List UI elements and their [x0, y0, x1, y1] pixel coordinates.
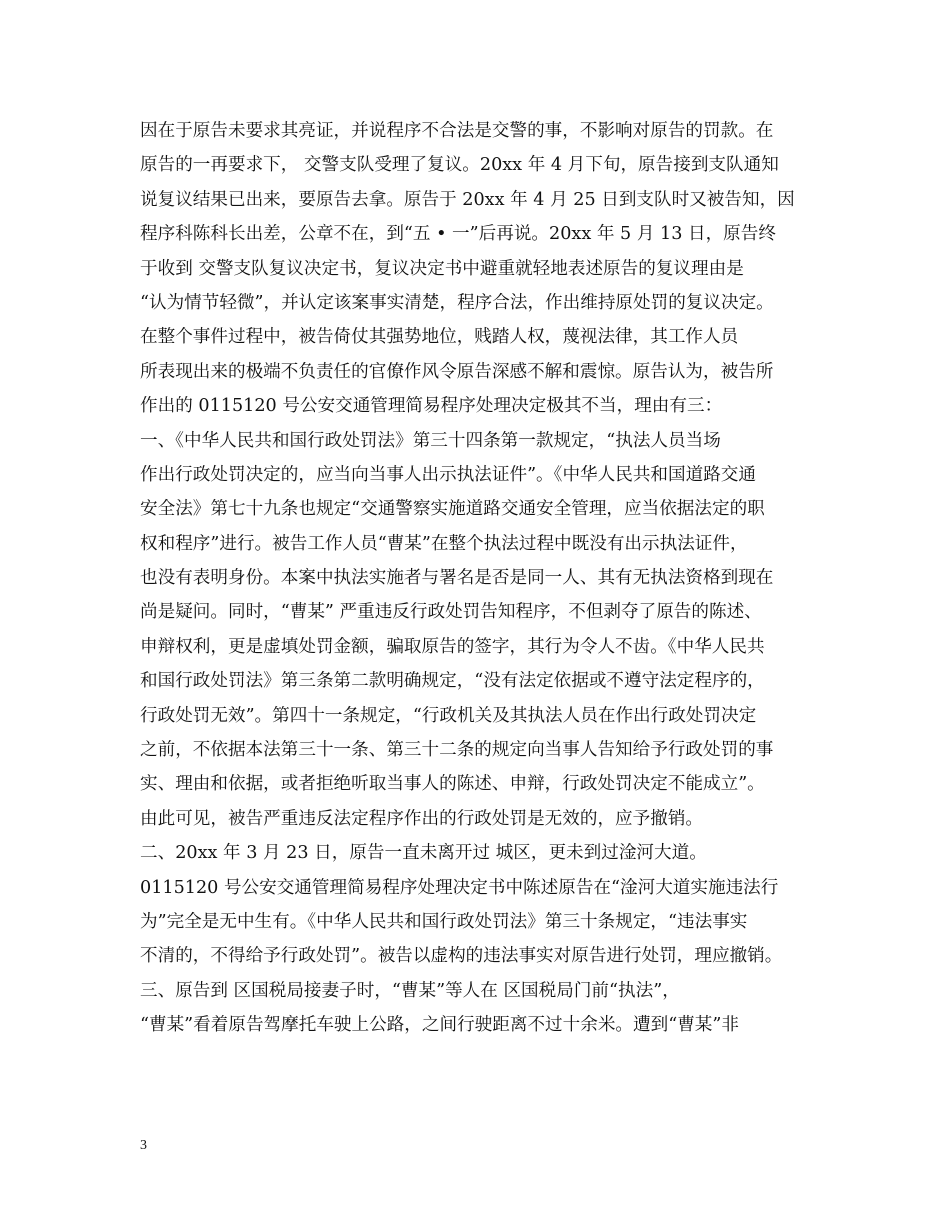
text-line: 原告的一再要求下， 交警支队受理了复议。20xx 年 4 月下旬，原告接到支队通知 — [140, 155, 779, 176]
text-line: 安全法》第七十九条也规定“交通警察实施道路交通安全管理，应当依据法定的职 — [140, 499, 765, 520]
page-number: 3 — [140, 1138, 147, 1153]
text-line: 作出行政处罚决定的，应当向当事人出示执法证件”。《中华人民共和国道路交通 — [140, 464, 756, 485]
text-line: 由此可见，被告严重违反法定程序作出的行政处罚是无效的，应予撤销。 — [140, 808, 704, 829]
text-line: “认为情节轻微”，并认定该案事实清楚，程序合法，作出维持原处罚的复议决定。 — [140, 292, 774, 313]
text-line: 不清的，不得给予行政处罚”。被告以虚构的违法事实对原告进行处罚，理应撤销。 — [140, 946, 783, 967]
text-line: “曹某”看着原告驾摩托车驶上公路，之间行驶距离不过十余米。遭到“曹某”非 — [140, 1015, 739, 1036]
text-line: 0115120 号公安交通管理简易程序处理决定书中陈述原告在“淦河大道实施违法行 — [140, 877, 779, 898]
text-line: 权和程序”进行。被告工作人员“曹某”在整个执法过程中既没有出示执法证件， — [140, 533, 748, 554]
text-line: 所表现出来的极端不负责任的官僚作风令原告深感不解和震惊。原告认为，被告所 — [140, 361, 774, 382]
text-line: 为”完全是无中生有。《中华人民共和国行政处罚法》第三十条规定，“违法事实 — [140, 911, 748, 932]
text-line: 二、20xx 年 3 月 23 日，原告一直未离开过 城区，更未到过淦河大道。 — [140, 843, 707, 864]
text-line: 之前，不依据本法第三十一条、第三十二条的规定向当事人告知给予行政处罚的事 — [140, 740, 774, 761]
text-line: 程序科陈科长出差，公章不在，到“五 • 一”后再说。20xx 年 5 月 13 日，原告终 — [140, 224, 776, 245]
text-line: 作出的 0115120 号公安交通管理简易程序处理决定极其不当，理由有三： — [140, 396, 723, 417]
text-line: 行政处罚无效”。第四十一条规定，“行政机关及其执法人员在作出行政处罚决定 — [140, 705, 757, 726]
text-line: 于收到 交警支队复议决定书，复议决定书中避重就轻地表述原告的复议理由是 — [140, 258, 744, 279]
text-line: 三、原告到 区国税局接妻子时，“曹某”等人在 区国税局门前“执法”， — [140, 980, 680, 1001]
text-line: 一、《中华人民共和国行政处罚法》第三十四条第一款规定，“执法人员当场 — [140, 430, 721, 451]
text-line: 实、理由和依据，或者拒绝听取当事人的陈述、申辩，行政处罚决定不能成立”。 — [140, 774, 765, 795]
text-line: 说复议结果已出来，要原告去拿。原告于 20xx 年 4 月 25 日到支队时又被告知，因 — [140, 189, 795, 210]
text-line: 也没有表明身份。本案中执法实施者与署名是否是同一人、其有无执法资格到现在 — [140, 568, 774, 589]
text-line: 和国行政处罚法》第三条第二款明确规定，“没有法定依据或不遵守法定程序的， — [140, 671, 765, 692]
text-line: 在整个事件过程中，被告倚仗其强势地位，贱踏人权，蔑视法律，其工作人员 — [140, 327, 739, 348]
text-line: 申辩权利，更是虚填处罚金额，骗取原告的签字，其行为令人不齿。《中华人民共 — [140, 636, 765, 657]
body-text — [140, 114, 830, 1043]
text-line: 尚是疑问。同时，“曹某” 严重违反行政处罚告知程序，不但剥夺了原告的陈述、 — [140, 602, 762, 623]
text-line: 因在于原告未要求其亮证，并说程序不合法是交警的事，不影响对原告的罚款。在 — [140, 121, 774, 141]
